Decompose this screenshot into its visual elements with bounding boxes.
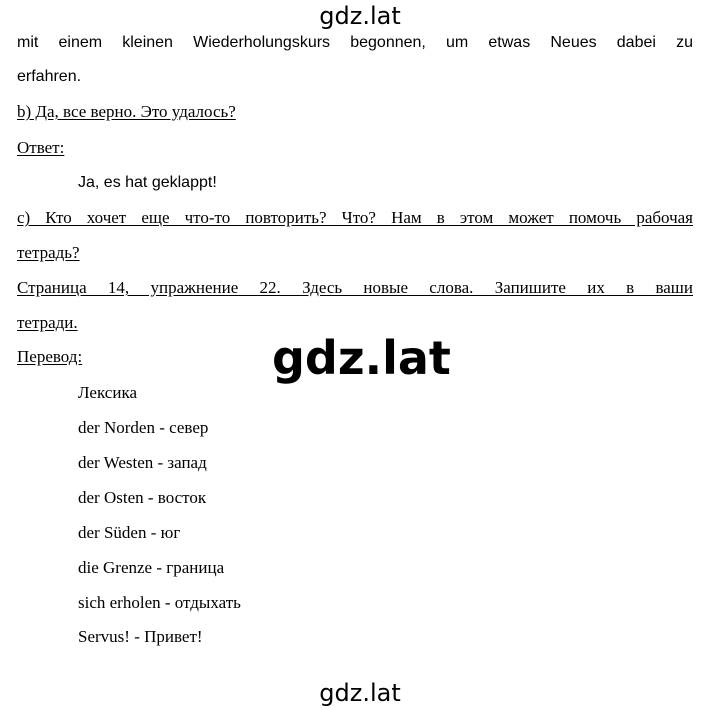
vocabulary-item: die Grenze - граница — [78, 558, 225, 577]
text-line-question-b: b) Да, все верно. Это удалось? — [17, 102, 236, 121]
vocabulary-item: der Westen - запад — [78, 453, 207, 472]
watermark-top: gdz.lat — [319, 2, 401, 30]
text-line-german-2: erfahren. — [17, 68, 82, 85]
text-line-instruction-1: Страница 14, упражнение 22. Здесь новые слова. Запишите их в ваши — [17, 278, 693, 297]
vocabulary-item: Servus! - Привет! — [78, 627, 203, 646]
text-line-german-1: mit einem kleinen Wiederholungskurs begonnen, um etwas Neues dabei zu — [17, 34, 693, 51]
watermark-bottom: gdz.lat — [319, 679, 401, 707]
translation-label: Перевод: — [17, 347, 83, 366]
text-line-question-c-1: с) Кто хочет еще что-то повторить? Что? Нам в этом может помочь рабочая — [17, 208, 693, 227]
vocabulary-heading: Лексика — [78, 383, 137, 402]
vocabulary-item: der Norden - север — [78, 418, 209, 437]
text-line-question-c-2: тетрадь? — [17, 243, 80, 262]
text-line-instruction-2: тетради. — [17, 313, 78, 332]
answer-text: Ja, es hat geklappt! — [78, 174, 217, 191]
answer-label: Ответ: — [17, 138, 65, 157]
watermark-middle: gdz.lat — [272, 331, 451, 385]
vocabulary-item: sich erholen - отдыхать — [78, 593, 241, 612]
vocabulary-item: der Süden - юг — [78, 523, 181, 542]
vocabulary-item: der Osten - восток — [78, 488, 207, 507]
